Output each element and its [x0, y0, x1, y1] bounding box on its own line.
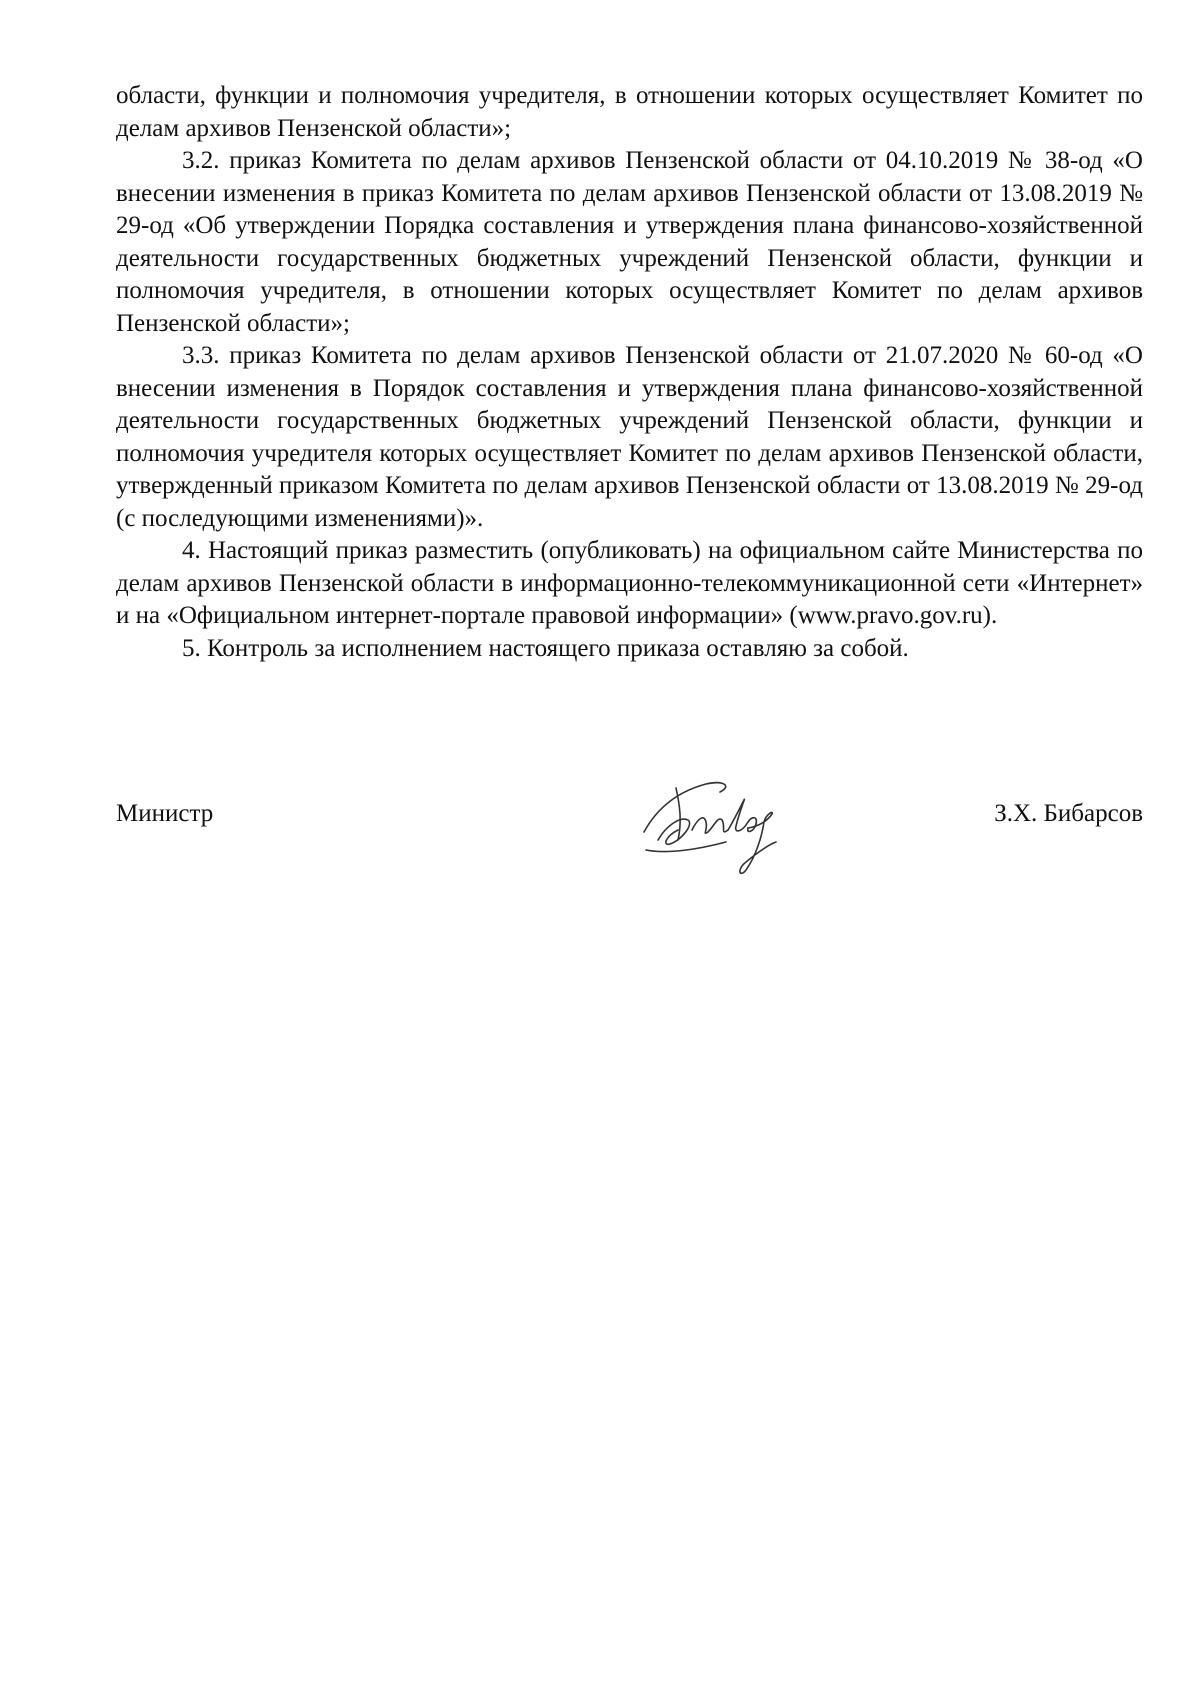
- signature-block: [116, 778, 1143, 918]
- paragraph-item-4: 4. Настоящий приказ разместить (опубликовать) на официальном сайте Министерства по делам архивов Пензенской области в информационно-телекоммуникационной сети «Интернет» и на «Официальном интернет-портале правовой информации» (www.pravo.gov.ru).: [116, 537, 1143, 629]
- signatory-name: З.Х. Бибарсов: [994, 800, 1143, 827]
- document-body: [116, 80, 1143, 665]
- paragraph-continuation: области, функции и полномочия учредителя, в отношении которых осуществляет Комитет по делам архивов Пензенской области»;: [116, 82, 1143, 142]
- paragraph-item-5: 5. Контроль за исполнением настоящего приказа оставляю за собой.: [182, 634, 909, 662]
- signatory-title: Министр: [116, 800, 214, 827]
- paragraph-item-3-3: 3.3. приказ Комитета по делам архивов Пензенской области от 21.07.2020 № 60-од «О внесении изменения в Порядок составления и утверждения плана финансово-хозяйственной деятельности государственных бюджетных учреждений Пензенской области, функции и полномочия учредителя которых осуществляет Комитет по делам архивов Пензенской области, утвержденный приказом Комитета по делам архивов Пензенской области от 13.08.2019 № 29-од (с последующими изменениями)».: [116, 342, 1143, 532]
- handwritten-signature-icon: [636, 770, 796, 890]
- paragraph-item-3-2: 3.2. приказ Комитета по делам архивов Пензенской области от 04.10.2019 № 38-од «О внесении изменения в приказ Комитета по делам архивов Пензенской области от 13.08.2019 № 29-од «Об утверждении Порядка составления и утверждения плана финансово-хозяйственной деятельности государственных бюджетных учреждений Пензенской области, функции и полномочия учредителя, в отношении которых осуществляет Комитет по делам архивов Пензенской области»;: [116, 147, 1143, 337]
